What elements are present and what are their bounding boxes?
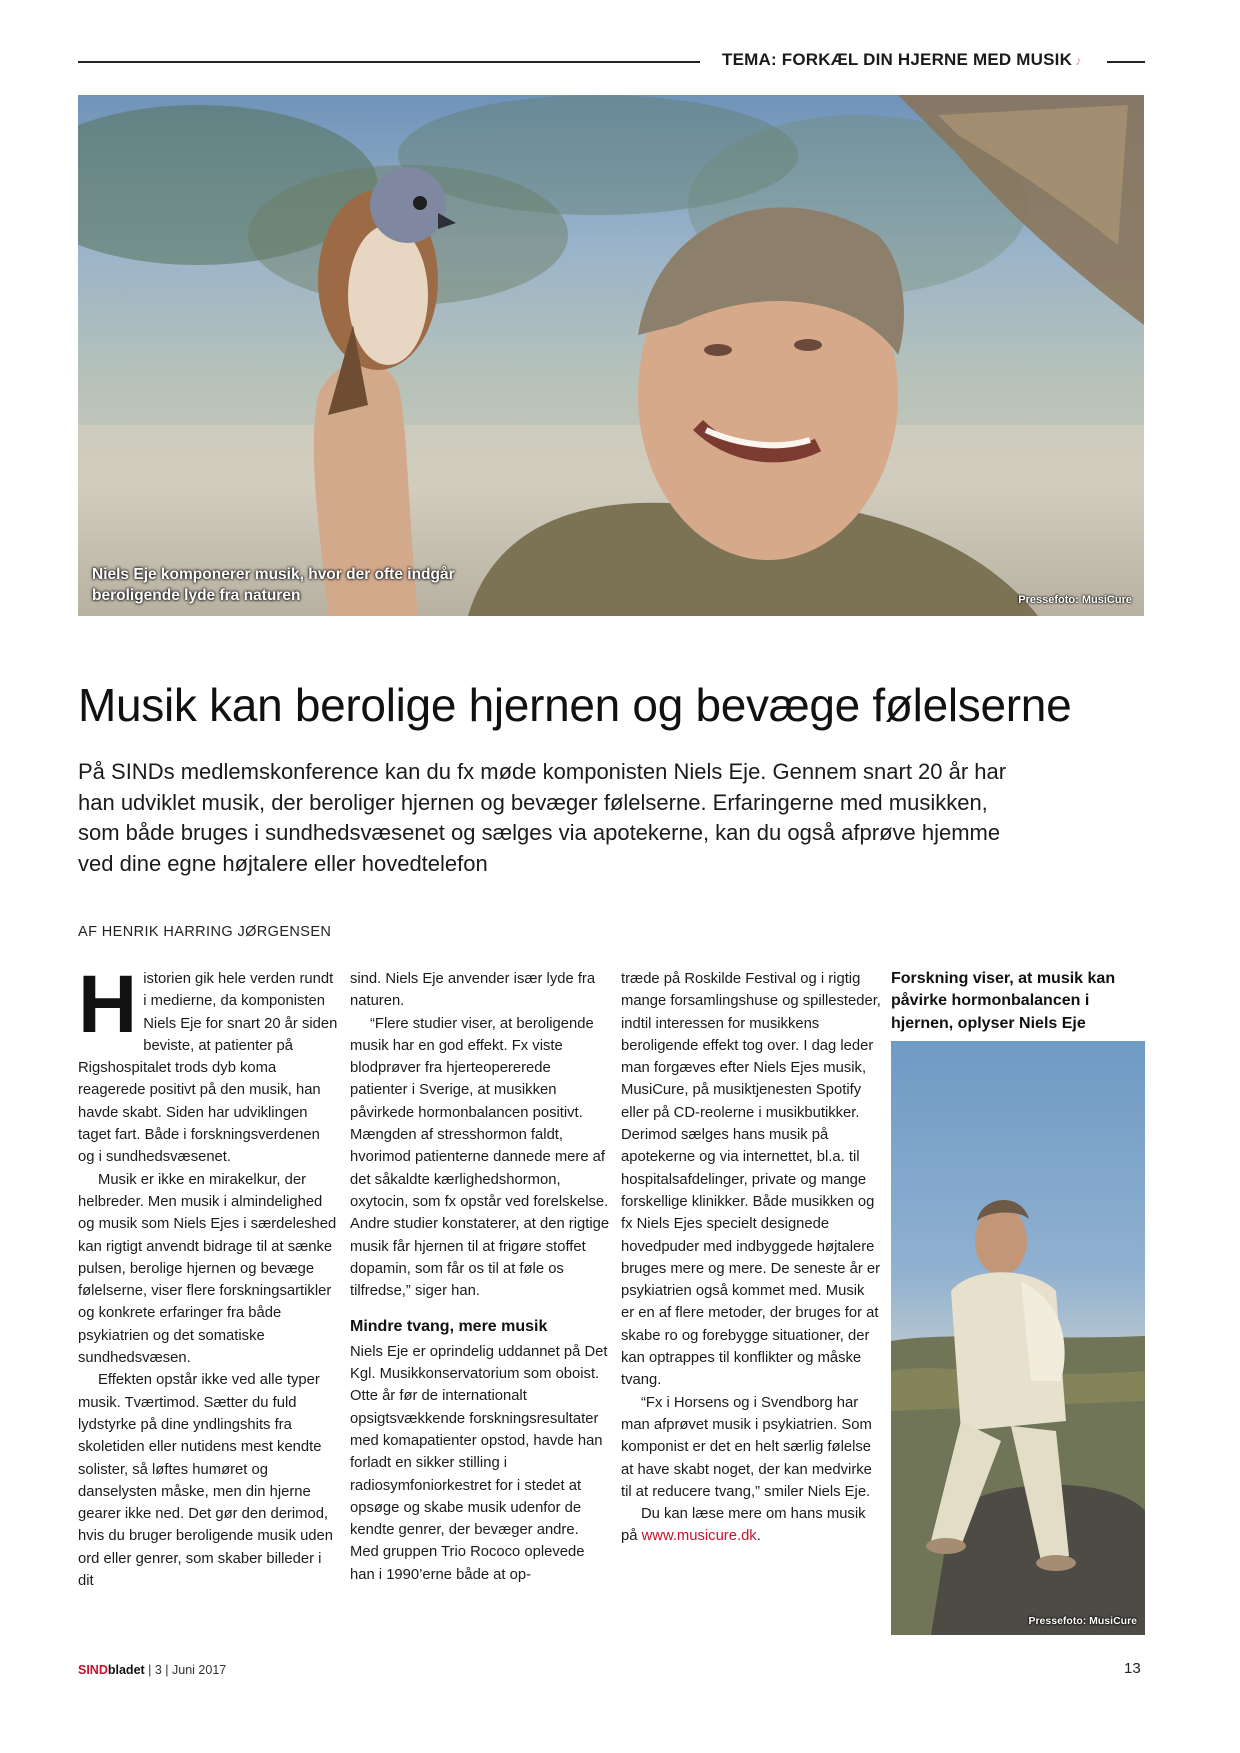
section-title-text: TEMA: FORKÆL DIN HJERNE MED MUSIK [722,50,1073,69]
footer-publication [78,1663,226,1677]
paragraph: Effekten opstår ikke ved alle typer musik. Tværtimod. Sætter du fuld lydstyrke på dine yndlingshits fra skoletiden eller nutidens mest kendte solister, så løftes humøret og danselysten måske, men din hjerne gearer ikke ned. Det gør den derimod, hvis du bruger beroligende musik uden ord eller genrer, som skaber billeder i dit [78,1372,333,1590]
hero-photo [78,95,1144,616]
paragraph [621,1503,881,1548]
paragraph: træde på Roskilde Festival og i rigtig mange forsamlingshuse og spillesteder, indtil interessen for musikkens beroligende effekt tog over. I dag leder man forgæves efter Niels Ejes musik, MusiCure, på musiktjenesten Spotify eller på CD-reolerne i musikbutikker. Derimod sælges hans musik på apotekerne og via internettet, bl.a. til hospitalsafdelinger, private og mange forskellige klinikker. Både musikken og fx Niels Ejes specielt designede hovedpuder med indbyggede højtalere bruges mere og mere. De seneste år er psykiatrien også kommet med. Musik er en af flere metoder, der bruges for at skabe ro og forebygge situationer, der kan optrappes til konflikter og måske tvang. [621,971,881,1389]
article-headline: Musik kan berolige hjernen og bevæge følelserne [78,678,1072,731]
issue-info: | 3 | Juni 2017 [144,1663,227,1677]
paragraph: Niels Eje er oprindelig uddannet på Det Kgl. Musikkonservatorium som oboist. Otte år før de internationalt opsigtsvækkende forskningsresultater med komapatienter opstod, havde han forladt en sikker stilling i radiosymfoniorkestret for i stedet at opsøge og skabe musik udenfor de kendte genrer, der bevæger andre. Med gruppen Trio Rococo oplevede han i 1990’erne både at op- [350,1343,608,1583]
subheading: Mindre tvang, mere musik [350,1318,548,1336]
brand-sind: SIND [78,1663,108,1677]
hero-caption: Niels Eje komponerer musik, hvor der ofte indgår beroligende lyde fra naturen [92,566,455,604]
music-note-icon: ♪ [1075,53,1082,68]
drop-cap: H [78,959,138,1050]
paragraph: “Fx i Horsens og i Svendborg har man afprøvet musik i psykiatrien. Som komponist er det en helt særlig følelse at have skabt noget, der kan medvirke til at reducere tvang,” smiler Niels Eje. [621,1394,872,1500]
paragraph-end: . [756,1528,761,1545]
sidebar-photo [891,1041,1145,1635]
header-rule-right [1107,61,1145,63]
sidebar-illustration [891,1041,1145,1635]
sidebar-caption: Forskning viser, at musik kan påvirke hormonbalancen i hjernen, oplyser Niels Eje [891,970,1116,1032]
brand-bladet: bladet [107,1663,145,1677]
paragraph-text: Du kan læse mere om hans musik på [621,1506,866,1545]
musicure-link[interactable]: www.musicure.dk [641,1528,757,1545]
hero-photo-credit: Pressefoto: MusiCure [1018,594,1132,606]
paragraph: Musik er ikke en mirakelkur, der helbreder. Men musik i almindelighed og musik som Niels Ejes i særdeleshed kan rigtigt anvendt bidrage til at sænke pulsen, berolige hjernen og bevæge følelserne, viser flere forskningsartikler og konkrete erfaringer fra både psykiatrien og det somatiske sundhedsvæsen. [78,1171,337,1367]
paragraph: sind. Niels Eje anvender især lyde fra naturen. [350,971,596,1010]
paragraph: “Flere studier viser, at beroligende musik har en god effekt. Fx viste blodprøver fra hjerteopererede patienter i Sverige, at musikken påvirkede hormonbalancen positivt. Mængden af stresshormon faldt, hvorimod patienterne dannede mere af det såkaldte kærlighedshormon, oxytocin, som fx opstår ved forelskelse. Andre studier konstaterer, at den rigtige musik får hjernen til at frigøre stoffet dopamin, som får os til at føle os tilfredse,” siger han. [350,1015,610,1300]
header-rule-left [78,61,700,63]
paragraph [78,959,338,1169]
section-title [722,50,1082,74]
sidebar-photo-credit: Pressefoto: MusiCure [1028,1615,1137,1627]
hero-illustration [78,95,1144,616]
article-column-1 [78,959,338,1592]
paragraph-text: istorien gik hele verden rundt i medierne, da komponisten Niels Eje for snart 20 år siden beviste, at patienter på Rigshospitalet trods dyb koma reagerede positivt på den musik, han havde skabt. Siden har udviklingen taget fart. Både i forskningsverdenen og i sundhedsvæsenet. [78,971,338,1166]
page-number: 13 [1124,1660,1141,1677]
article-lead: På SINDs medlemskonference kan du fx møde komponisten Niels Eje. Gennem snart 20 år har han udviklet musik, der beroliger hjernen og bevæger følelserne. Erfaringerne med musikken, som både bruges i sundhedsvæsenet og sælges via apotekerne, kan du også afprøve hjemme ved dine egne højtalere eller hovedtelefon [78,759,1007,876]
article-column-2 [350,968,610,1586]
article-column-3 [621,968,881,1548]
byline: AF HENRIK HARRING JØRGENSEN [78,924,332,940]
